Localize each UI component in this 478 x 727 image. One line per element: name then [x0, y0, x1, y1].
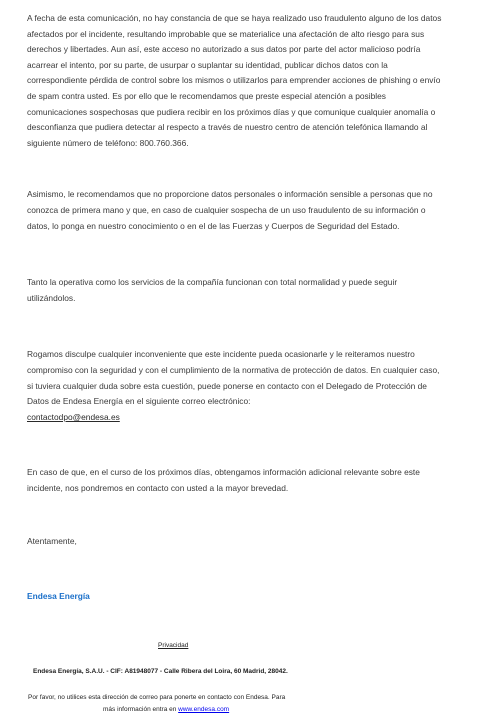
paragraph-further-info: En caso de que, en el curso de los próximos días, obtengamos información adicional relevante sobre este incidente, nos pondremos en contacto con usted a la mayor brevedad. [27, 467, 420, 493]
contact-note-prefix: más información entra en [103, 706, 179, 713]
email-body [27, 11, 447, 613]
paragraph-apology [27, 347, 447, 425]
contact-note-line2 [103, 706, 229, 713]
paragraph-no-fraud: A fecha de esta comunicación, no hay constancia de que se haya realizado uso fraudulento alguno de los datos afectados por el incidente, resultando improbable que se materialice una afectación de alto riesgo para sus derechos y libertades. Aun así, este acceso no autorizado a sus datos por parte del actor malicioso podría acarrear el intento, por su parte, de usurpar o suplantar su identidad, publicar dichos datos con la correspondiente pérdida de control sobre los mismos o utilizarlos para emprender acciones de phishing o envío de spam contra usted. Es por ello que le recomendamos que preste especial atención a posibles comunicaciones sospechosas que pudiera recibir en los próximos días y que comunique cualquier anomalía o desconfianza que pudiera detectar al respecto a través de nuestro centro de atención telefónica llamando al siguiente número de teléfono: 800.760.366. [27, 13, 442, 148]
company-info: Endesa Energía, S.A.U. - CIF: A81948077 - Calle Ribera del Loira, 60 Madrid, 28042. [33, 668, 288, 675]
signature: Endesa Energía [27, 591, 90, 602]
contact-note-line1: Por favor, no utilices esta dirección de correo para ponerte en contacto con Endesa. Para [28, 694, 286, 701]
dpo-email-link[interactable]: contactodpo@endesa.es [27, 411, 120, 422]
website-link[interactable]: www.endesa.com [178, 706, 230, 713]
apology-text: Rogamos disculpe cualquier inconveniente que este incidente pueda ocasionarle y le reiteramos nuestro compromiso con la seguridad y con el cumplimiento de la normativa de protección de datos. En cualquier caso, si tuviera cualquier duda sobre esta cuestión, puede ponerse en contacto con el Delegado de Protección de Datos de Endesa Energía en el siguiente correo electrónico: [27, 349, 440, 407]
privacy-link[interactable]: Privacidad [158, 642, 189, 649]
paragraph-normal-operation: Tanto la operativa como los servicios de la compañía funcionan con total normalidad y puede seguir utilizándolos. [27, 277, 398, 303]
paragraph-recommendation: Asimismo, le recomendamos que no proporcione datos personales o información sensible a personas que no conozca de primera mano y que, en caso de cualquier sospecha de un uso fraudulento de su información o datos, lo ponga en nuestro conocimiento o en el de las Fuerzas y Cuerpos de Seguridad del Estado. [27, 189, 433, 231]
closing-text: Atentamente, [27, 536, 77, 547]
